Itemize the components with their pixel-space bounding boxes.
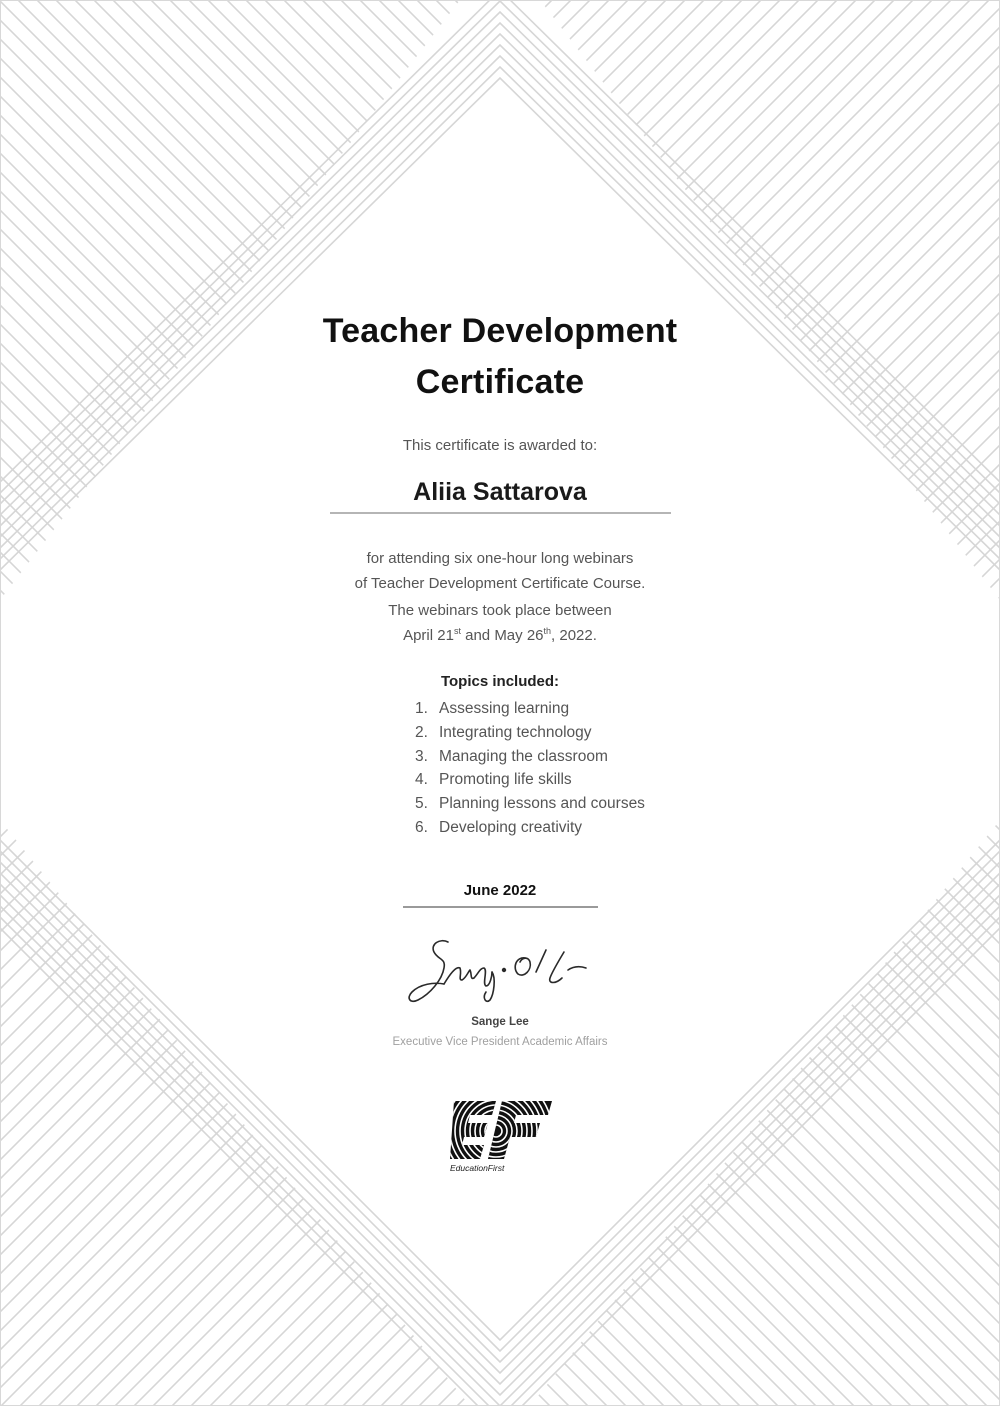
pattern-line (0, 1345, 1000, 1406)
pattern-line (0, 0, 1000, 329)
pattern-line (0, 1143, 1000, 1406)
pattern-line (0, 0, 1000, 538)
topic-item: 2. Integrating technology (415, 723, 592, 741)
pattern-line (0, 0, 1000, 56)
pattern-line (0, 1010, 1000, 1406)
pattern-line (0, 0, 1000, 63)
pattern-line (0, 991, 1000, 1406)
topic-item: 1. Assessing learning (415, 700, 570, 717)
pattern-line (0, 1238, 1000, 1406)
pattern-line (0, 1314, 1000, 1406)
pattern-line (0, 946, 1000, 1406)
pattern-line (0, 0, 1000, 538)
pattern-line (0, 0, 1000, 512)
pattern-line (0, 1136, 1000, 1406)
pattern-line (0, 0, 1000, 139)
pattern-line (0, 1352, 1000, 1406)
topic-item: 4. Promoting life skills (415, 771, 572, 789)
certificate-title (0, 306, 1000, 408)
pattern-line (0, 1314, 1000, 1406)
course-description (0, 546, 1000, 648)
pattern-line (0, 0, 1000, 101)
pattern-line (0, 0, 1000, 196)
pattern-line (0, 1288, 1000, 1406)
pattern-line (0, 12, 1000, 504)
pattern-line (0, 1162, 1000, 1406)
pattern-line (0, 1136, 1000, 1406)
pattern-line (0, 991, 1000, 1406)
pattern-line (0, 0, 1000, 481)
pattern-line (0, 0, 1000, 348)
pattern-line (0, 0, 1000, 63)
issue-date: June 2022 (463, 882, 537, 899)
pattern-line (0, 1010, 1000, 1406)
pattern-line (0, 1390, 1000, 1406)
recipient-name: Aliia Sattarova (413, 478, 587, 506)
pattern-line (0, 1219, 1000, 1406)
pattern-line (0, 0, 1000, 101)
pattern-line (0, 756, 1000, 1406)
pattern-line (0, 1371, 1000, 1406)
pattern-line (0, 1371, 1000, 1406)
pattern-line (0, 1212, 1000, 1406)
pattern-line (0, 840, 1000, 1340)
pattern-line (0, 946, 1000, 1406)
pattern-line (0, 0, 1000, 481)
pattern-line (0, 1219, 1000, 1406)
topics-list (415, 697, 645, 840)
pattern-line (0, 0, 1000, 139)
pattern-line (0, 1345, 1000, 1406)
pattern-line (0, 300, 1000, 1406)
topics-heading: Topics included: (440, 673, 560, 690)
pattern-line (0, 0, 1000, 94)
pattern-line (0, 782, 1000, 1406)
pattern-line (0, 0, 1000, 56)
pattern-line (0, 0, 1000, 215)
description-line-2: of Teacher Development Certificate Course. (354, 575, 646, 592)
description-line-3: The webinars took place between (388, 602, 612, 619)
pattern-line (0, 0, 1000, 284)
title-line-1: Teacher Development (322, 312, 678, 350)
signer-title: Executive Vice President Academic Affairs (392, 1036, 608, 1048)
pattern-line (0, 1269, 1000, 1406)
pattern-line (0, 0, 1000, 18)
topic-item: 3. Managing the classroom (415, 747, 608, 765)
pattern-line (0, 307, 1000, 1406)
pattern-line (0, 0, 1000, 94)
pattern-line (0, 0, 1000, 322)
date-underline (403, 906, 598, 908)
title-line-2: Certificate (415, 363, 585, 401)
pattern-line (0, 0, 1000, 557)
topic-item: 5. Planning lessons and courses (415, 795, 645, 813)
pattern-line (0, 0, 1000, 512)
pattern-line (0, 307, 1000, 1406)
pattern-line (0, 1288, 1000, 1406)
pattern-line (0, 0, 1000, 272)
pattern-line (0, 1390, 1000, 1406)
pattern-line (0, 288, 1000, 1406)
pattern-line (0, 0, 1000, 196)
pattern-line (0, 782, 1000, 1406)
pattern-line (0, 0, 1000, 348)
pattern-line (0, 1269, 1000, 1406)
pattern-line (0, 1212, 1000, 1406)
pattern-line (0, 1238, 1000, 1406)
pattern-line (0, 0, 1000, 482)
pattern-line (0, 0, 1000, 272)
pattern-line (0, 0, 1000, 557)
pattern-line (0, 1352, 1000, 1406)
svg-text:EducationFirst: EducationFirst (450, 1163, 505, 1173)
pattern-line (0, 0, 1000, 329)
ef-logo-icon (448, 1097, 554, 1175)
pattern-line (0, 300, 1000, 1406)
pattern-line (0, 0, 1000, 284)
pattern-line (0, 0, 1000, 215)
signature-icon (400, 928, 600, 1008)
description-line-1: for attending six one-hour long webinars (366, 550, 634, 567)
pattern-line (0, 1143, 1000, 1406)
pattern-line (0, 763, 1000, 1406)
pattern-line (0, 763, 1000, 1406)
description-line-4: April 21st and May 26th, 2022. (403, 626, 597, 644)
pattern-line (0, 1307, 1000, 1406)
topic-item: 6. Developing creativity (415, 818, 583, 836)
pattern-line (0, 756, 1000, 1406)
pattern-line (0, 0, 1000, 310)
pattern-line (0, 0, 1000, 18)
awarded-to-text: This certificate is awarded to: (402, 437, 598, 454)
recipient-underline (330, 512, 671, 514)
pattern-line (0, 1162, 1000, 1406)
pattern-line (0, 1307, 1000, 1406)
signer-name: Sange Lee (471, 1016, 529, 1028)
pattern-line (0, 0, 1000, 322)
pattern-line (0, 775, 1000, 1406)
pattern-line (0, 775, 1000, 1406)
pattern-line (0, 0, 1000, 310)
